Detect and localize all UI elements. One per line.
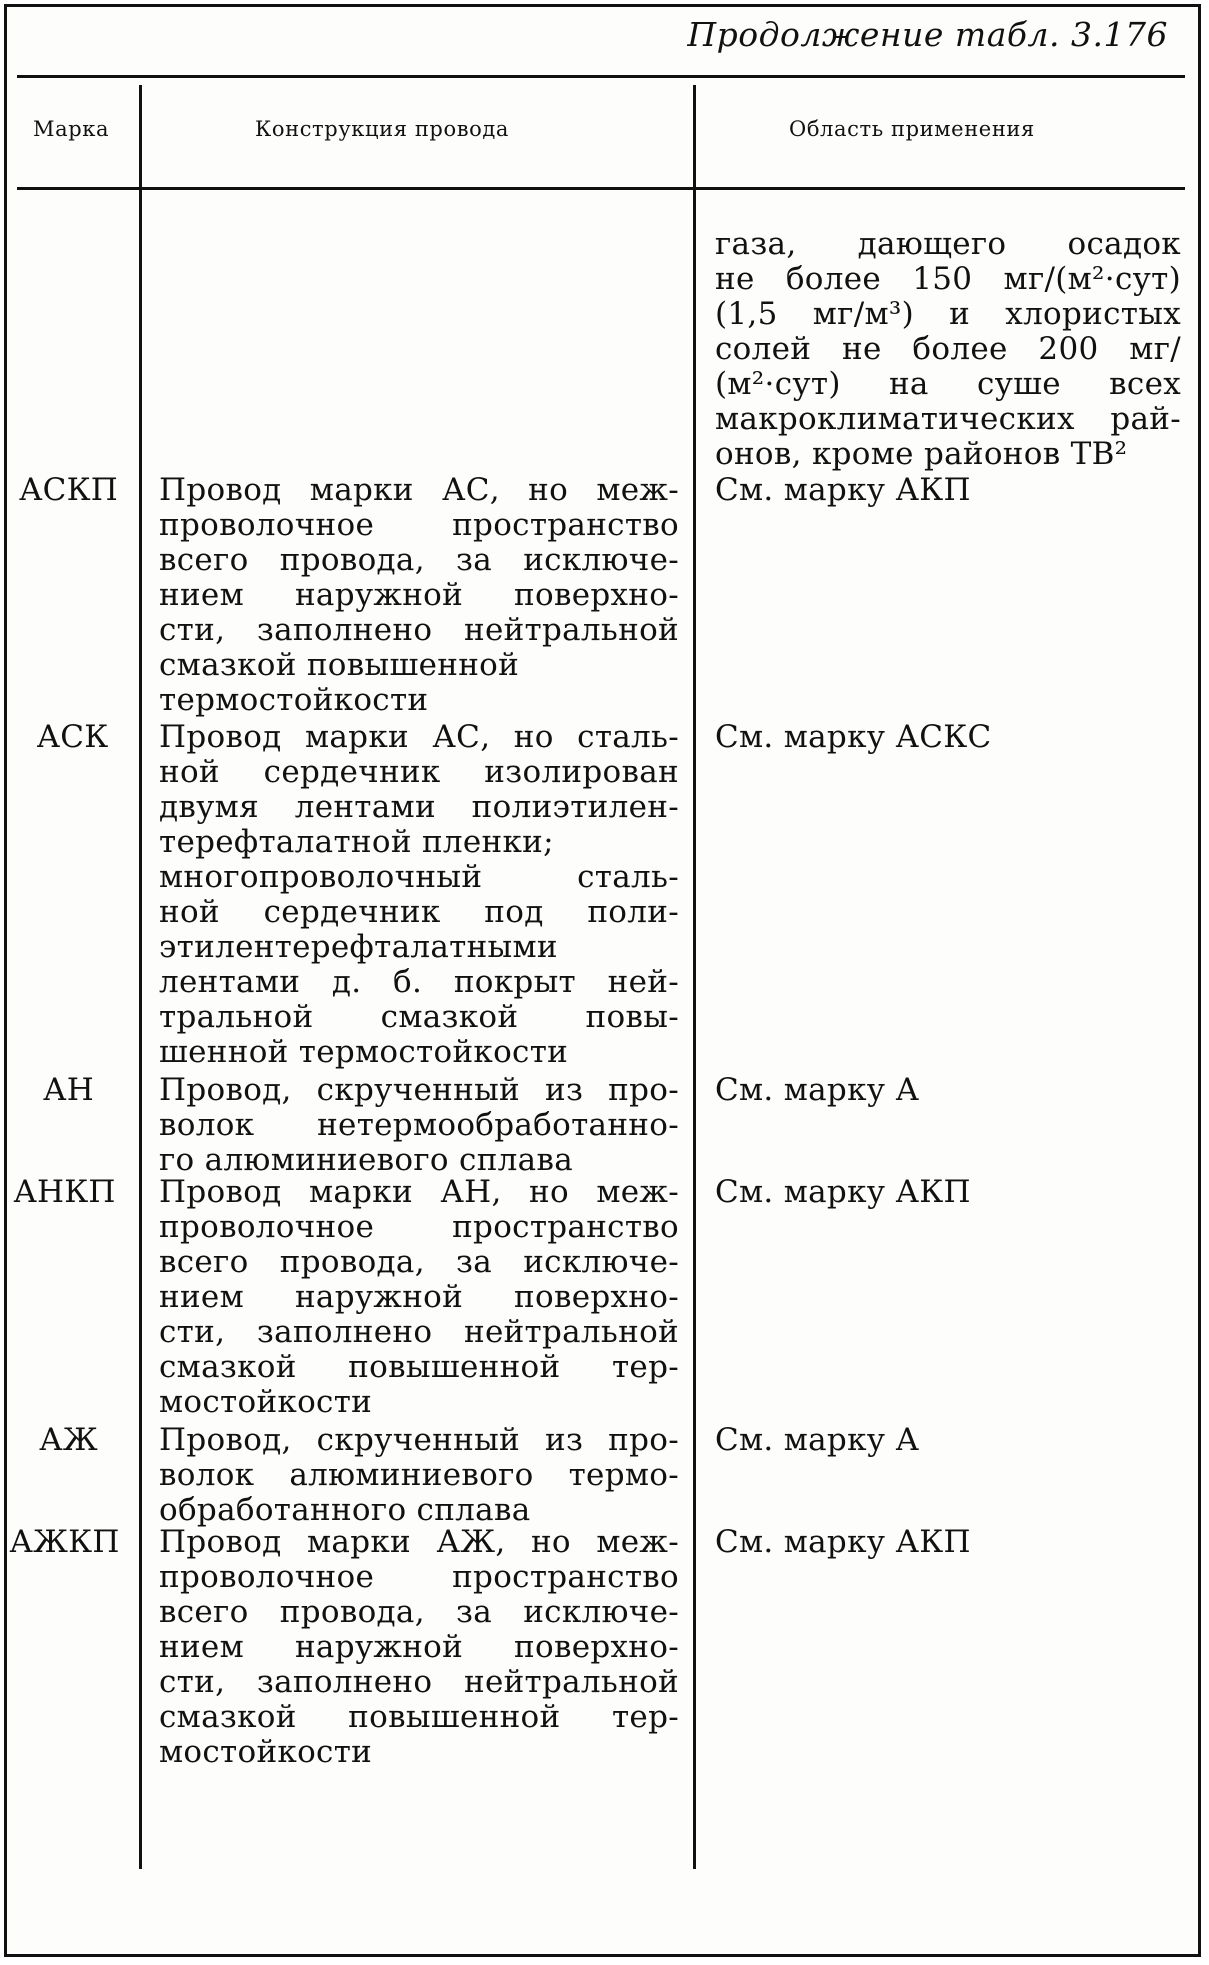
header-application: Область применения: [789, 117, 1035, 141]
construction-line: нием наружной поверхно-: [159, 1279, 679, 1315]
table-row-brand: АЖ: [39, 1422, 98, 1458]
application-line: солей не более 200 мг/: [715, 331, 1181, 367]
construction-line: смазкой повышенной: [159, 647, 520, 683]
table-row-brand: АЖКП: [9, 1524, 120, 1560]
construction-line: проволочное пространство: [159, 1209, 679, 1245]
construction-line: лентами д. б. покрыт ней-: [159, 964, 679, 1000]
construction-line: сти, заполнено нейтральной: [159, 1664, 679, 1700]
application-line: (1,5 мг/м³) и хлористых: [715, 296, 1181, 332]
construction-line: Провод марки АЖ, но меж-: [159, 1524, 679, 1560]
construction-line: тральной смазкой повы-: [159, 999, 679, 1035]
construction-line: смазкой повышенной тер-: [159, 1699, 679, 1735]
continued-application-cell: [715, 227, 1181, 472]
application-line: газа, дающего осадок: [715, 226, 1181, 262]
column-divider-application: [693, 85, 696, 1869]
application-line: макроклиматических рай-: [715, 401, 1181, 437]
table-row-application: См. марку АКП: [715, 1524, 971, 1560]
construction-line: всего провода, за исключе-: [159, 1594, 679, 1630]
construction-line: Провод марки АС, но меж-: [159, 472, 679, 508]
construction-line: проволочное пространство: [159, 1559, 679, 1595]
application-line: не более 150 мг/(м²·сут): [715, 261, 1181, 297]
construction-line: ной сердечник изолирован: [159, 754, 679, 790]
construction-line: нием наружной поверхно-: [159, 1629, 679, 1665]
construction-line: многопроволочный сталь-: [159, 859, 679, 895]
construction-line: этилентерефталатными: [159, 929, 558, 965]
construction-line: Провод, скрученный из про-: [159, 1072, 679, 1108]
table-row-construction: [159, 1175, 679, 1420]
table-top-rule: [17, 75, 1185, 78]
construction-line: Провод марки АС, но сталь-: [159, 719, 679, 755]
construction-line: ной сердечник под поли-: [159, 894, 679, 930]
construction-line: Провод, скрученный из про-: [159, 1422, 679, 1458]
construction-line: термостойкости: [159, 682, 429, 718]
table-row-brand: АСК: [36, 719, 109, 755]
construction-line: сти, заполнено нейтральной: [159, 1314, 679, 1350]
table-row-construction: [159, 720, 679, 1070]
table-row-construction: [159, 1423, 679, 1528]
construction-line: Провод марки АН, но меж-: [159, 1174, 679, 1210]
table-row-brand: АСКП: [18, 472, 119, 508]
table-row-application: См. марку АСКС: [715, 719, 992, 755]
construction-line: смазкой повышенной тер-: [159, 1349, 679, 1385]
header-construction: Конструкция провода: [255, 117, 510, 141]
table-row-application: См. марку АКП: [715, 472, 971, 508]
table-row-brand: АНКП: [13, 1174, 116, 1210]
table-row-construction: [159, 1525, 679, 1770]
table-row-construction: [159, 1073, 679, 1178]
construction-line: двумя лентами полиэтилен-: [159, 789, 679, 825]
page-frame: [4, 4, 1201, 1957]
construction-line: мостойкости: [159, 1384, 373, 1420]
construction-line: шенной термостойкости: [159, 1034, 569, 1070]
table-row-brand: АН: [43, 1072, 94, 1108]
application-line: онов, кроме районов ТВ²: [715, 436, 1128, 472]
table-row-construction: [159, 473, 679, 718]
construction-line: сти, заполнено нейтральной: [159, 612, 679, 648]
construction-line: мостойкости: [159, 1734, 373, 1770]
construction-line: всего провода, за исключе-: [159, 542, 679, 578]
table-header-rule: [17, 187, 1185, 190]
header-brand: Марка: [33, 117, 110, 141]
construction-line: нием наружной поверхно-: [159, 577, 679, 613]
column-divider-brand: [139, 85, 142, 1869]
construction-line: обработанного сплава: [159, 1492, 531, 1528]
table-row-application: См. марку АКП: [715, 1174, 971, 1210]
table-row-application: См. марку А: [715, 1072, 920, 1108]
construction-line: го алюминиевого сплава: [159, 1142, 573, 1178]
construction-line: всего провода, за исключе-: [159, 1244, 679, 1280]
application-line: (м²·сут) на суше всех: [715, 366, 1181, 402]
construction-line: волок нетермообработанно-: [159, 1107, 679, 1143]
continuation-label: Продолжение табл. 3.176: [687, 15, 1168, 54]
construction-line: терефталатной пленки;: [159, 824, 554, 860]
construction-line: проволочное пространство: [159, 507, 679, 543]
construction-line: волок алюминиевого термо-: [159, 1457, 679, 1493]
table-row-application: См. марку А: [715, 1422, 920, 1458]
